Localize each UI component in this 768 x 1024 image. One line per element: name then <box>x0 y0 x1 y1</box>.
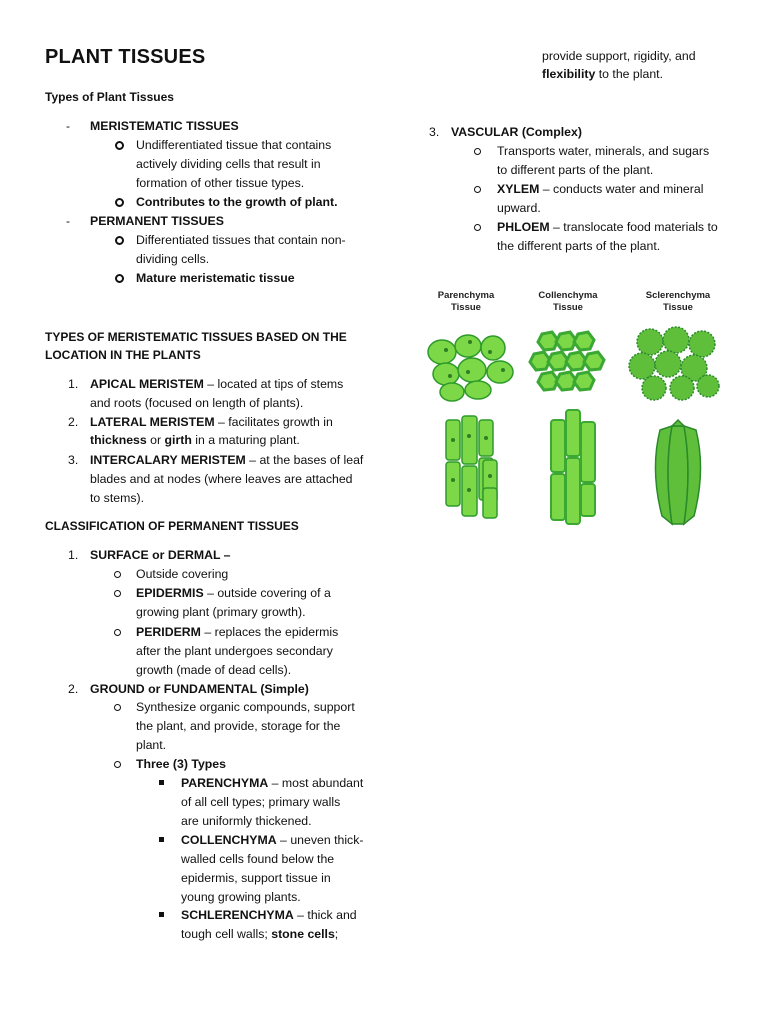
permanent-b1-line1: Differentiated tissues that contain non- <box>136 233 346 247</box>
periderm-line1: PERIDERM – replaces the epidermis <box>136 625 339 639</box>
phloem-line2: the different parts of the plant. <box>497 239 661 253</box>
collenchyma-line4: young growing plants. <box>181 890 301 904</box>
meristematic-b2: Contributes to the growth of plant. <box>136 195 338 209</box>
square-bullet <box>159 837 164 842</box>
meristematic-b1-line1: Undifferentiated tissue that contains <box>136 138 332 152</box>
parenchyma-cross-section <box>428 335 513 401</box>
meristem-types-heading-line2: LOCATION IN THE PLANTS <box>45 348 201 362</box>
collenchyma-line1: COLLENCHYMA – uneven thick- <box>181 833 364 847</box>
vascular-b1-line1: Transports water, minerals, and sugars <box>497 144 710 158</box>
circle-bullet <box>114 590 121 597</box>
circle-bullet <box>474 224 481 231</box>
sclerenchyma-figure-label: Sclerenchyma Tissue <box>645 290 711 313</box>
periderm-line3: growth (made of dead cells). <box>136 663 292 677</box>
meristematic-b1-line3: formation of other tissue types. <box>136 176 305 190</box>
tissue-illustrations <box>410 280 740 530</box>
circle-bullet <box>474 186 481 193</box>
list-number: 3. <box>429 125 440 139</box>
circle-bullet <box>115 198 124 207</box>
epidermis-line1: EPIDERMIS – outside covering of a <box>136 586 331 600</box>
lateral-line2: thickness or girth in a maturing plant. <box>90 433 300 447</box>
collenchyma-line3: epidermis, support tissue in <box>181 871 331 885</box>
square-bullet <box>159 912 164 917</box>
list-number: 1. <box>68 548 79 562</box>
collenchyma-line2: walled cells found below the <box>181 852 335 866</box>
ground-b1-line1: Synthesize organic compounds, support <box>136 700 355 714</box>
circle-bullet <box>115 141 124 150</box>
permanent-b2: Mature meristematic tissue <box>136 271 295 285</box>
sclerenchyma-line1: SCHLERENCHYMA – thick and <box>181 908 357 922</box>
meristematic-label: MERISTEMATIC TISSUES <box>90 119 239 133</box>
sclerenchyma-cross-section <box>629 327 719 400</box>
parenchyma-longitudinal <box>446 416 497 518</box>
parenchyma-line3: are uniformly thickened. <box>181 814 312 828</box>
dash-bullet: - <box>66 214 70 228</box>
periderm-line2: after the plant undergoes secondary <box>136 644 333 658</box>
list-number: 1. <box>68 377 79 391</box>
vascular-b1-line2: to different parts of the plant. <box>497 163 654 177</box>
parenchyma-figure-label: Parenchyma Tissue <box>437 290 495 313</box>
apical-line2: and roots (focused on length of plants). <box>90 396 304 410</box>
intercalary-line3: to stems). <box>90 491 144 505</box>
xylem-line1: XYLEM – conducts water and mineral <box>497 182 704 196</box>
permanent-b1-line2: dividing cells. <box>136 252 210 266</box>
ground-b1-line2: the plant, and provide, storage for the <box>136 719 341 733</box>
sclerenchyma-longitudinal <box>655 420 700 524</box>
collenchyma-cross-section <box>530 332 604 390</box>
list-number: 3. <box>68 453 79 467</box>
circle-bullet <box>114 761 121 768</box>
support-line1: provide support, rigidity, and <box>542 49 696 63</box>
circle-bullet <box>114 629 121 636</box>
sclerenchyma-line2: tough cell walls; stone cells; <box>181 927 339 941</box>
intercalary-line1: INTERCALARY MERISTEM – at the bases of leaf <box>90 453 364 467</box>
square-bullet <box>159 780 164 785</box>
intercalary-line2: blades and at nodes (where leaves are attached <box>90 472 353 486</box>
meristem-types-heading-line1: TYPES OF MERISTEMATIC TISSUES BASED ON THE <box>45 330 347 344</box>
circle-bullet <box>115 274 124 283</box>
types-heading: Types of Plant Tissues <box>45 90 174 104</box>
circle-bullet <box>114 571 121 578</box>
page-title: PLANT TISSUES <box>45 46 206 68</box>
circle-bullet <box>114 704 121 711</box>
xylem-line2: upward. <box>497 201 541 215</box>
permanent-label: PERMANENT TISSUES <box>90 214 224 228</box>
classification-heading: CLASSIFICATION OF PERMANENT TISSUES <box>45 519 299 533</box>
parenchyma-line2: of all cell types; primary walls <box>181 795 341 809</box>
list-number: 2. <box>68 682 79 696</box>
ground-label: GROUND or FUNDAMENTAL (Simple) <box>90 682 309 696</box>
lateral-line1: LATERAL MERISTEM – facilitates growth in <box>90 415 333 429</box>
ground-b2: Three (3) Types <box>136 757 226 771</box>
meristematic-b1-line2: actively dividing cells that result in <box>136 157 321 171</box>
dash-bullet: - <box>66 119 70 133</box>
collenchyma-figure-label: Collenchyma Tissue <box>538 290 598 313</box>
phloem-line1: PHLOEM – translocate food materials to <box>497 220 718 234</box>
surface-b1: Outside covering <box>136 567 229 581</box>
parenchyma-line1: PARENCHYMA – most abundant <box>181 776 364 790</box>
collenchyma-longitudinal <box>551 410 595 524</box>
surface-label: SURFACE or DERMAL – <box>90 548 231 562</box>
support-line2: flexibility to the plant. <box>542 67 663 81</box>
epidermis-line2: growing plant (primary growth). <box>136 605 306 619</box>
apical-line1: APICAL MERISTEM – located at tips of stems <box>90 377 344 391</box>
ground-b1-line3: plant. <box>136 738 167 752</box>
plant-tissue-figure <box>410 280 740 530</box>
vascular-label: VASCULAR (Complex) <box>451 125 582 139</box>
circle-bullet <box>474 148 481 155</box>
list-number: 2. <box>68 415 79 429</box>
circle-bullet <box>115 236 124 245</box>
